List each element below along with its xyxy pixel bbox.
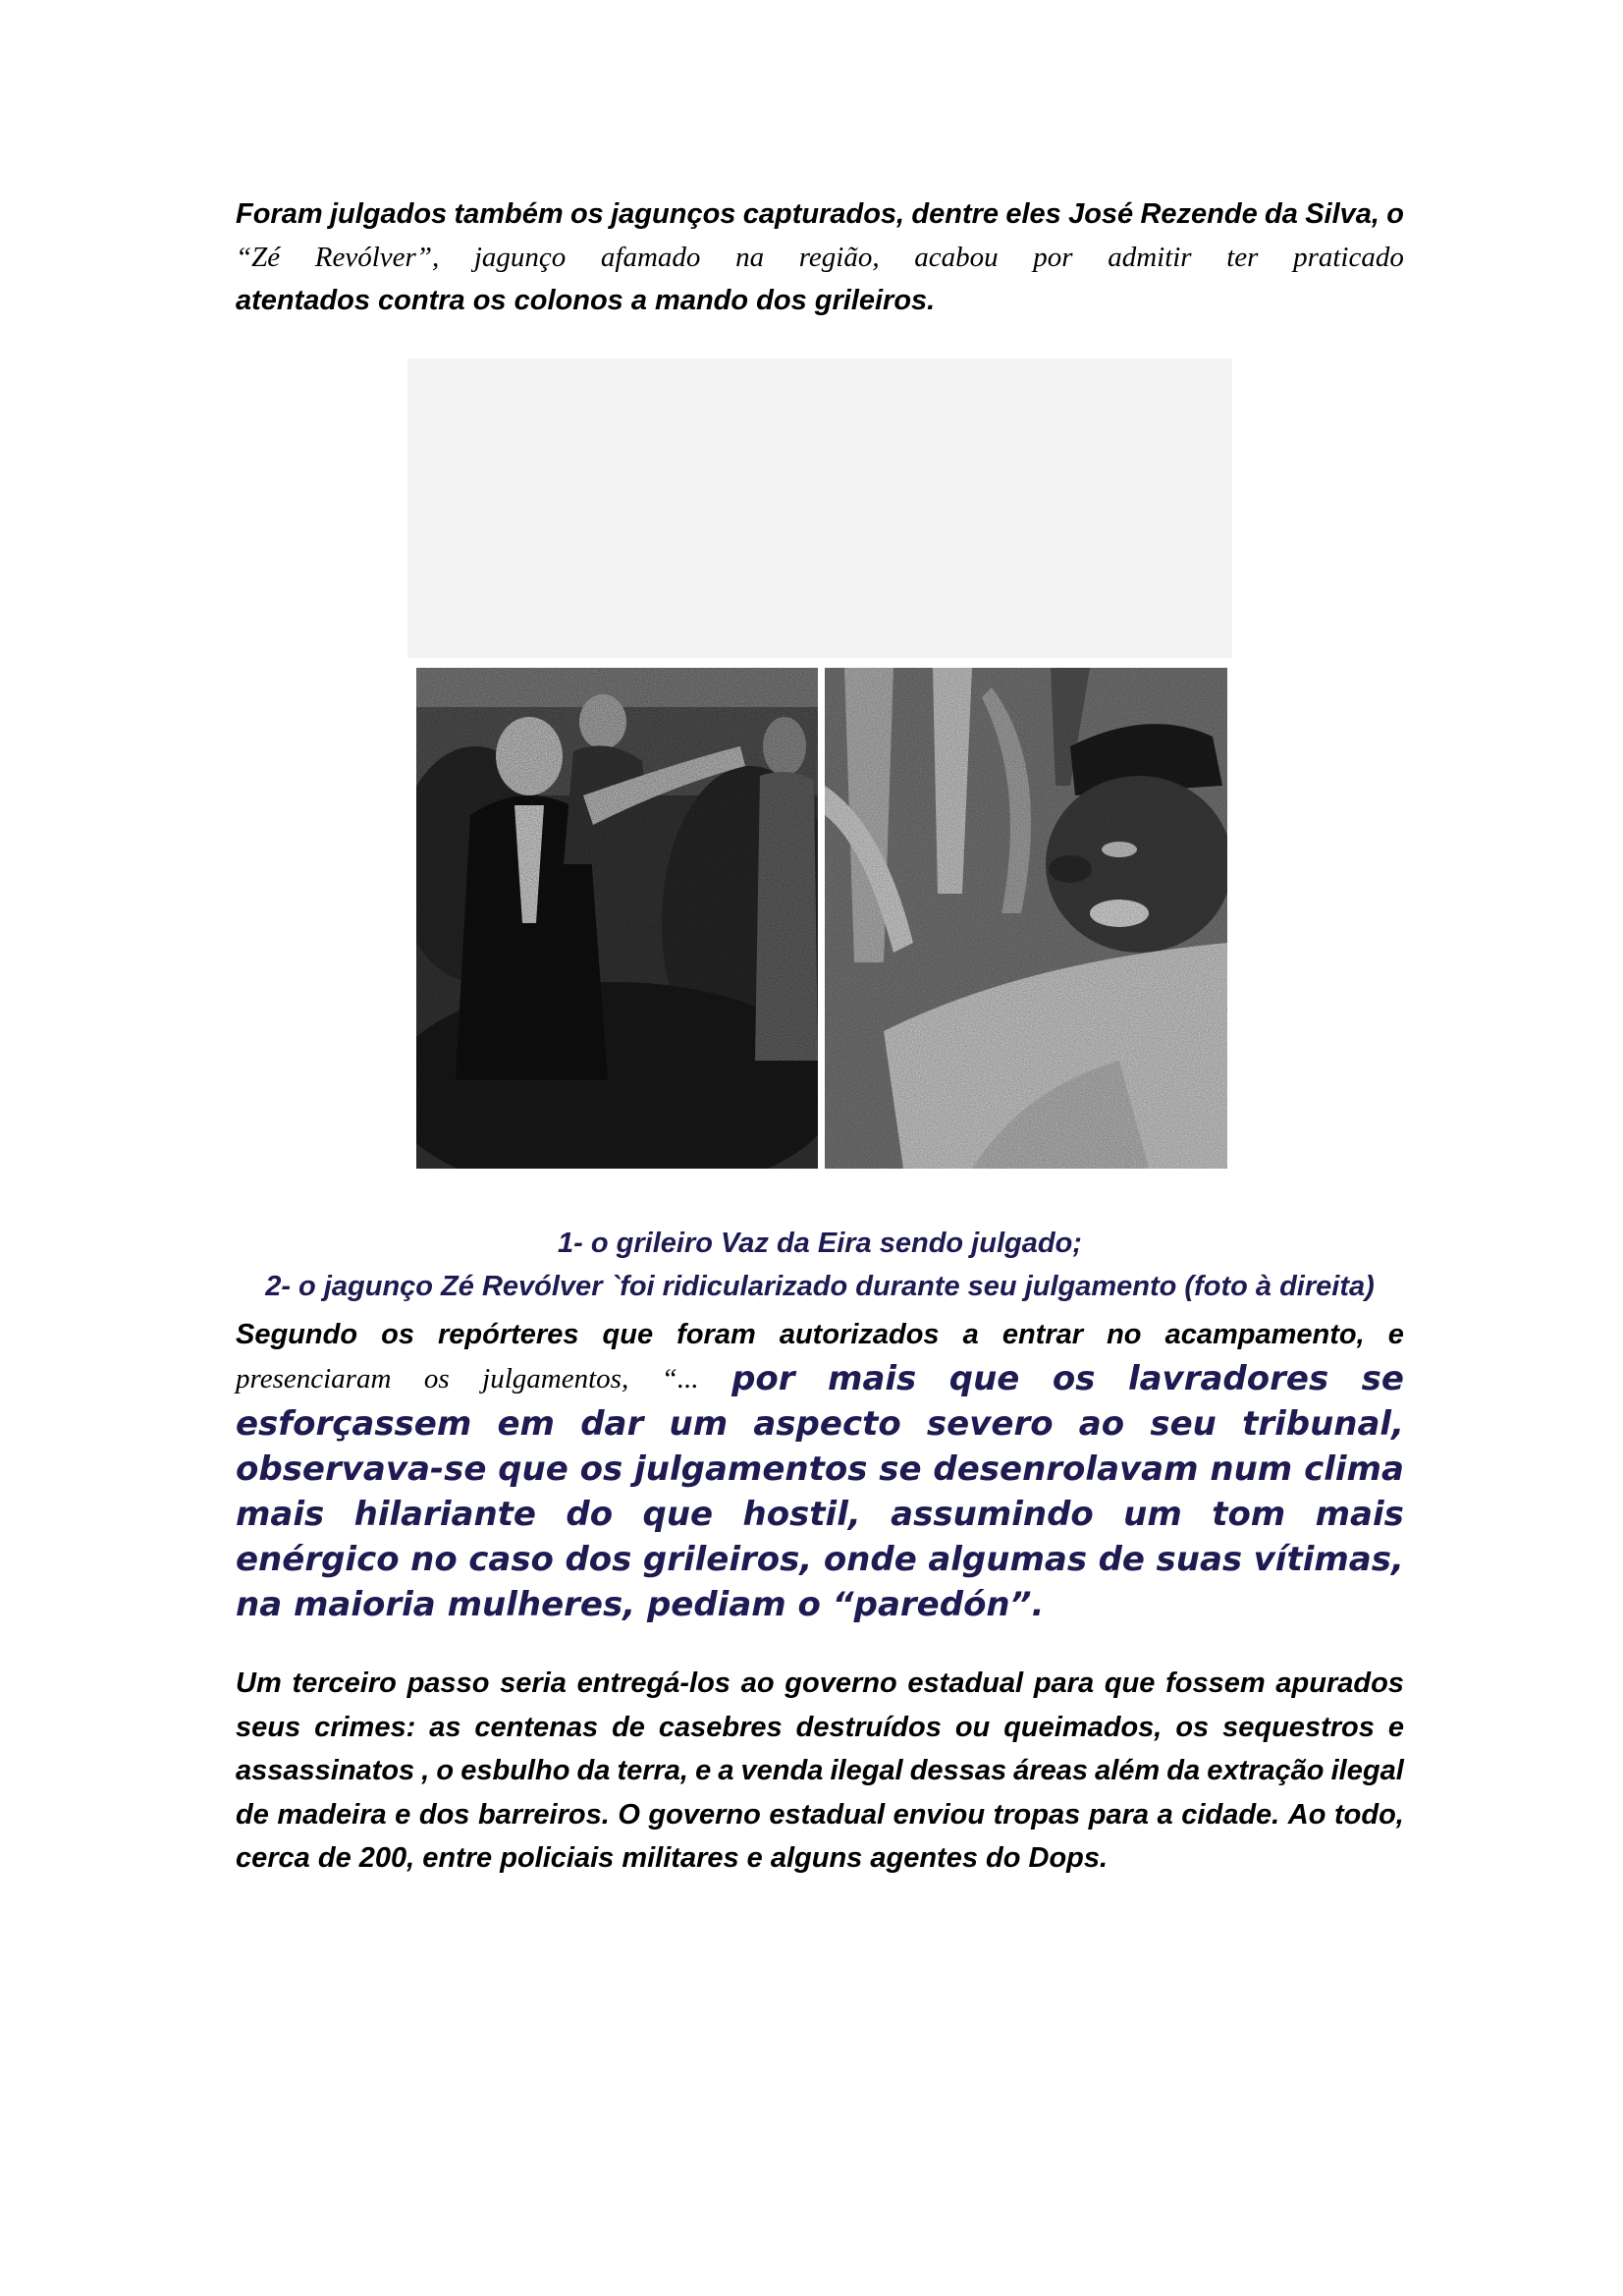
word: fossem: [1165, 1667, 1266, 1699]
word: região,: [798, 242, 880, 273]
word: dentre: [911, 198, 1000, 230]
word: se: [879, 1449, 922, 1489]
word: tropas: [993, 1798, 1081, 1831]
word: julgamentos,: [482, 1363, 629, 1394]
word: e: [1387, 1319, 1404, 1350]
word: grileiros,: [642, 1540, 813, 1579]
word: eles: [1005, 198, 1061, 230]
word: autorizados: [779, 1319, 940, 1350]
word: extração: [1207, 1755, 1325, 1786]
word: que: [1104, 1667, 1156, 1699]
word: que: [602, 1319, 654, 1350]
word: venda: [740, 1755, 824, 1786]
word: seria: [500, 1667, 567, 1699]
word: barreiros.: [477, 1798, 610, 1831]
word: hilariante: [353, 1495, 536, 1534]
p3-line-5: [236, 1836, 1404, 1881]
word: passo: [406, 1667, 490, 1699]
word: a: [962, 1319, 979, 1350]
word: se: [1361, 1359, 1404, 1398]
word: e: [395, 1798, 411, 1831]
word: de: [1098, 1540, 1145, 1579]
word: admitir: [1108, 242, 1192, 273]
word: terra,: [617, 1755, 688, 1786]
word: foram: [676, 1319, 756, 1350]
word: dos: [418, 1798, 470, 1831]
p3-line-3: [236, 1749, 1404, 1793]
word: mais: [828, 1359, 917, 1398]
word: capturados,: [742, 198, 905, 230]
word: O: [618, 1798, 640, 1831]
photo-top-blank-area: [407, 358, 1232, 658]
photo-grileiro-trial: [416, 668, 818, 1169]
word: dar: [580, 1404, 644, 1444]
word: julgados: [329, 198, 448, 230]
word: caso: [468, 1540, 554, 1579]
word: algumas: [928, 1540, 1088, 1579]
word: jagunços: [611, 198, 736, 230]
word: os: [579, 1449, 623, 1489]
word: estadual: [769, 1798, 886, 1831]
word: para: [1088, 1798, 1150, 1831]
paragraph-third-step: [236, 1662, 1404, 1881]
word: crimes:: [314, 1711, 416, 1743]
word: entregá-los: [576, 1667, 730, 1699]
p3-line-1: [236, 1662, 1404, 1706]
p2-line-2: [236, 1356, 1404, 1401]
word: “...: [661, 1363, 699, 1394]
paragraph-captured-jaguncos: [236, 192, 1404, 322]
word: aspecto: [753, 1404, 901, 1444]
word: suas: [1156, 1540, 1243, 1579]
word: terceiro: [292, 1667, 397, 1699]
word: destruídos: [795, 1711, 942, 1743]
word: vítimas,: [1253, 1540, 1404, 1579]
word: ,: [421, 1755, 430, 1786]
word: presenciaram: [236, 1363, 392, 1394]
p3-line-2: [236, 1706, 1404, 1750]
word: clima: [1304, 1449, 1404, 1489]
word: “Zé: [236, 242, 281, 273]
p1-line-3: [236, 279, 1404, 322]
word: por: [731, 1359, 795, 1398]
word: no: [410, 1540, 458, 1579]
word: apurados: [1275, 1667, 1404, 1699]
word: ou: [954, 1711, 991, 1743]
word: assumindo: [891, 1495, 1094, 1534]
word: casebres: [658, 1711, 783, 1743]
word: esforçassem: [236, 1404, 472, 1444]
word: observava-se: [236, 1449, 487, 1489]
quote-line-4: [236, 1537, 1404, 1582]
word: na: [735, 242, 765, 273]
word: da: [1166, 1755, 1201, 1786]
word: de: [612, 1711, 645, 1743]
word: Rezende: [1140, 198, 1258, 230]
p1-line-1: [236, 192, 1404, 236]
word: praticado: [1293, 242, 1404, 273]
word: assassinatos: [236, 1755, 415, 1786]
word: além: [1095, 1755, 1161, 1786]
quote-line-5: [236, 1582, 1404, 1627]
word: que: [948, 1359, 1020, 1398]
word: sequestros: [1222, 1711, 1375, 1743]
word: de: [236, 1798, 269, 1831]
photo-ze-revolver-image: [825, 668, 1227, 1169]
word: estadual: [907, 1667, 1024, 1699]
word: as: [429, 1711, 461, 1743]
word: severo: [926, 1404, 1054, 1444]
word: afamado: [600, 242, 701, 273]
word: ao: [1078, 1404, 1125, 1444]
word: mais: [1315, 1495, 1404, 1534]
word: o: [436, 1755, 455, 1786]
word: ter: [1226, 242, 1259, 273]
quote-line-3: [236, 1492, 1404, 1537]
word: um: [1123, 1495, 1182, 1534]
word: e: [1387, 1711, 1404, 1743]
word: repórteres: [438, 1319, 579, 1350]
word: julgamentos: [634, 1449, 868, 1489]
word: do: [566, 1495, 614, 1534]
photo-grileiro-image: [416, 668, 818, 1169]
word: os: [381, 1319, 414, 1350]
word: que: [498, 1449, 568, 1489]
p2-line-1: [236, 1313, 1404, 1356]
word: num: [1210, 1449, 1293, 1489]
word: os: [1175, 1711, 1210, 1743]
word: seu: [1150, 1404, 1217, 1444]
word: madeira: [277, 1798, 387, 1831]
quote-line-2: [236, 1447, 1404, 1492]
word: queimados,: [1003, 1711, 1163, 1743]
word: dessas: [909, 1755, 1007, 1786]
word: no: [1107, 1319, 1142, 1350]
photo-ze-revolver: [825, 668, 1227, 1169]
word: áreas: [1013, 1755, 1088, 1786]
word: para: [1033, 1667, 1095, 1699]
word: tom: [1212, 1495, 1286, 1534]
word: e: [695, 1755, 712, 1786]
word: que: [642, 1495, 714, 1534]
word: acabou: [914, 242, 999, 273]
word: os: [1052, 1359, 1096, 1398]
word: Segundo: [236, 1319, 358, 1350]
word: enviou: [893, 1798, 986, 1831]
word: enérgico: [236, 1540, 400, 1579]
word: dos: [565, 1540, 632, 1579]
word: da: [576, 1755, 611, 1786]
word: esbulho: [460, 1755, 570, 1786]
word: todo,: [1334, 1798, 1404, 1831]
p1-line-2: [236, 236, 1404, 279]
caption-line-2: 2- o jagunço Zé Revólver `foi ridicularizado durante seu julgamento (foto à direita): [265, 1271, 1375, 1302]
quote-line-5-text: na maioria mulheres, pediam o “paredón”.: [236, 1585, 1045, 1624]
word: Ao: [1287, 1798, 1326, 1831]
caption-line-1: 1- o grileiro Vaz da Eira sendo julgado;: [558, 1228, 1082, 1259]
p3-line-4: [236, 1793, 1404, 1837]
word: os: [423, 1363, 450, 1394]
word: em: [497, 1404, 555, 1444]
word: onde: [823, 1540, 917, 1579]
p1-line-3-text: atentados contra os colonos a mando dos grileiros.: [236, 285, 936, 316]
word: ilegal: [1330, 1755, 1404, 1786]
word: tribunal,: [1242, 1404, 1404, 1444]
word: hostil,: [742, 1495, 861, 1534]
word: um: [669, 1404, 729, 1444]
quote-line-1: [236, 1401, 1404, 1447]
word: Silva,: [1305, 198, 1380, 230]
word: governo: [648, 1798, 761, 1831]
word: mais: [236, 1495, 325, 1534]
word: Um: [236, 1667, 282, 1699]
word: a: [718, 1755, 734, 1786]
word: Foram: [236, 198, 323, 230]
word: por: [1033, 242, 1073, 273]
word: entrar: [1001, 1319, 1084, 1350]
word: seus: [236, 1711, 301, 1743]
photo-captions: [236, 1222, 1404, 1308]
word: governo: [784, 1667, 897, 1699]
word: jagunço: [473, 242, 567, 273]
word: a: [1157, 1798, 1173, 1831]
word: da: [1265, 198, 1298, 230]
word: acampamento,: [1164, 1319, 1365, 1350]
word: cidade.: [1181, 1798, 1280, 1831]
word: ilegal: [830, 1755, 903, 1786]
word: ao: [740, 1667, 775, 1699]
word: também: [454, 198, 564, 230]
paragraph-reporters-quote: [236, 1313, 1404, 1627]
word: o: [1386, 198, 1404, 230]
p3-line-5-text: cerca de 200, entre policiais militares e alguns agentes do Dops.: [236, 1842, 1109, 1874]
word: lavradores: [1127, 1359, 1329, 1398]
word: José: [1068, 198, 1134, 230]
word: centenas: [474, 1711, 599, 1743]
word: desenrolavam: [933, 1449, 1199, 1489]
word: os: [569, 198, 604, 230]
word: Revólver”,: [314, 242, 440, 273]
